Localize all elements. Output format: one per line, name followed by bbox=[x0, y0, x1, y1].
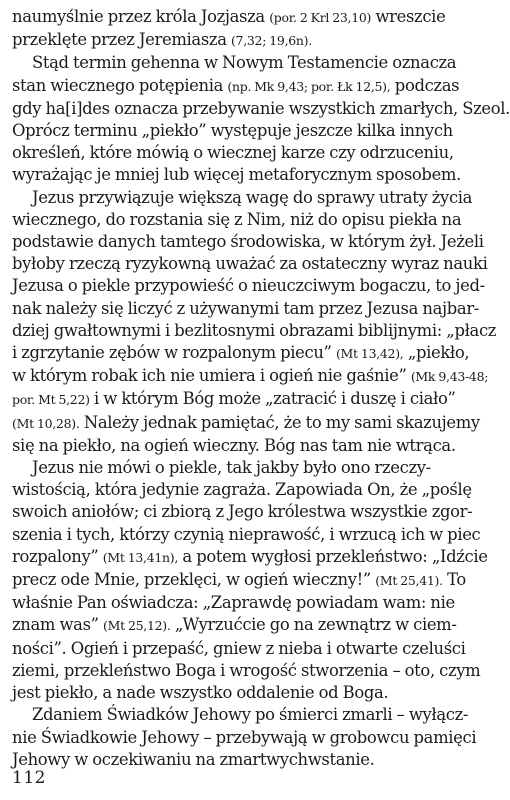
bible-reference: (np. Mk 9,43; por. Łk 12,5), bbox=[227, 78, 391, 94]
text-line: Jezusa o piekle przypowieść o nieuczciwym bogaczu, to jed- bbox=[12, 276, 485, 296]
bible-reference: (Mk 9,43-48; bbox=[410, 369, 489, 385]
text-line: gdy ha[i]des oznacza przebywanie wszystkich zmarłych, Szeol. bbox=[12, 98, 510, 118]
bible-reference: (Mt 13,41n), bbox=[102, 549, 179, 565]
bible-reference: (Mt 25,41). bbox=[375, 573, 443, 589]
page-number: 112 bbox=[12, 768, 46, 788]
text-line: właśnie Pan oświadcza: „Zaprawdę powiadam wam: nie bbox=[12, 593, 455, 613]
text-line: Oprócz terminu „piekło” występuje jeszcze kilka innych bbox=[12, 121, 453, 141]
text-line: nie Świadkowie Jehowy – przebywają w grobowcu pamięci bbox=[12, 727, 477, 747]
text-line: naumyślnie przez króla Jozjasza (por. 2 Krl 23,10) wreszcie bbox=[12, 7, 446, 26]
text-line: ziemi, przekleństwo Boga i wrogość stworzenia – oto, czym bbox=[12, 660, 481, 680]
text-line: znam was” (Mt 25,12). „Wyrzućcie go na zewnątrz w ciem- bbox=[12, 615, 457, 635]
bible-reference: (por. 2 Krl 23,10) bbox=[269, 10, 372, 25]
bible-reference: (Mt 13,42), bbox=[335, 346, 404, 362]
paragraph-2 bbox=[12, 52, 510, 186]
text-line: szenia i tych, którzy czynią nieprawość, i wrzucą ich w piec bbox=[12, 524, 481, 544]
bible-reference: (Mt 10,28). bbox=[12, 415, 80, 431]
text-line: w którym robak ich nie umiera i ogień nie gaśnie” (Mk 9,43-48; bbox=[12, 366, 489, 386]
text-line: jest piekło, a nade wszystko oddalenie od Boga. bbox=[12, 683, 389, 703]
text-line: byłoby rzeczą ryzykowną uważać za ostateczny wyraz nauki bbox=[12, 254, 488, 274]
text-line: Jehowy w oczekiwaniu na zmartwychwstanie. bbox=[12, 749, 375, 769]
text-line: Zdaniem Świadków Jehowy po śmierci zmarli – wyłącz- bbox=[32, 705, 469, 725]
text-line: przeklęte przez Jeremiasza (7,32; 19,6n). bbox=[12, 30, 312, 50]
text-line: rozpalony” (Mt 13,41n), a potem wygłosi przekleństwo: „Idźcie bbox=[12, 546, 488, 566]
text-line: Jezus nie mówi o piekle, tak jakby było ono rzeczy- bbox=[32, 458, 431, 478]
text-line: i zgrzytanie zębów w rozpalonym piecu” (Mt 13,42), „piekło, bbox=[12, 343, 470, 363]
paragraph-1 bbox=[12, 6, 446, 52]
text-line: podstawie danych tamtego środowiska, w którym żył. Jeżeli bbox=[12, 232, 484, 252]
paragraph-5 bbox=[12, 704, 477, 771]
text-line: stan wiecznego potępienia (np. Mk 9,43; por. Łk 12,5), podczas bbox=[12, 75, 460, 95]
text-line: nak należy się liczyć z używanymi tam przez Jezusa najbar- bbox=[12, 298, 479, 318]
text-line: ności”. Ogień i przepaść, gniew z nieba i otwarte czeluści bbox=[12, 638, 466, 658]
paragraph-4 bbox=[12, 457, 488, 704]
text-line: precz ode Mnie, przeklęci, w ogień wieczny!” (Mt 25,41). To bbox=[12, 570, 466, 590]
text-line: wyrażając je mniej lub więcej metaforycznym sposobem. bbox=[12, 165, 461, 185]
text-line: określeń, które mówią o wiecznej karze czy odrzuceniu, bbox=[12, 143, 454, 163]
bible-reference: (Mt 25,12). bbox=[103, 618, 171, 634]
text-line: (Mt 10,28). Należy jednak pamiętać, że to my sami skazujemy bbox=[12, 412, 480, 432]
text-line: Jezus przywiązuje większą wagę do sprawy utraty życia bbox=[32, 187, 473, 207]
paragraph-3 bbox=[12, 187, 497, 457]
text-line: Stąd termin gehenna w Nowym Testamencie oznacza bbox=[32, 53, 457, 73]
bible-reference: por. Mt 5,22) bbox=[12, 392, 90, 408]
text-line: wiecznego, do rozstania się z Nim, niż do opisu piekła na bbox=[12, 209, 462, 229]
text-line: wistością, która jedynie zagraża. Zapowiada On, że „poślę bbox=[12, 480, 472, 500]
bible-reference: (7,32; 19,6n). bbox=[230, 33, 312, 49]
page-body bbox=[12, 6, 510, 771]
text-line: się na piekło, na ogień wieczny. Bóg nas tam nie wtrąca. bbox=[12, 435, 456, 455]
text-line: dziej gwałtownymi i bezlitosnymi obrazami biblijnymi: „płacz bbox=[12, 320, 497, 340]
text-line: por. Mt 5,22) i w którym Bóg może „zatracić i duszę i ciało” bbox=[12, 389, 456, 409]
text-line: swoich aniołów; ci zbiorą z Jego królestwa wszystkie zgor- bbox=[12, 502, 473, 522]
